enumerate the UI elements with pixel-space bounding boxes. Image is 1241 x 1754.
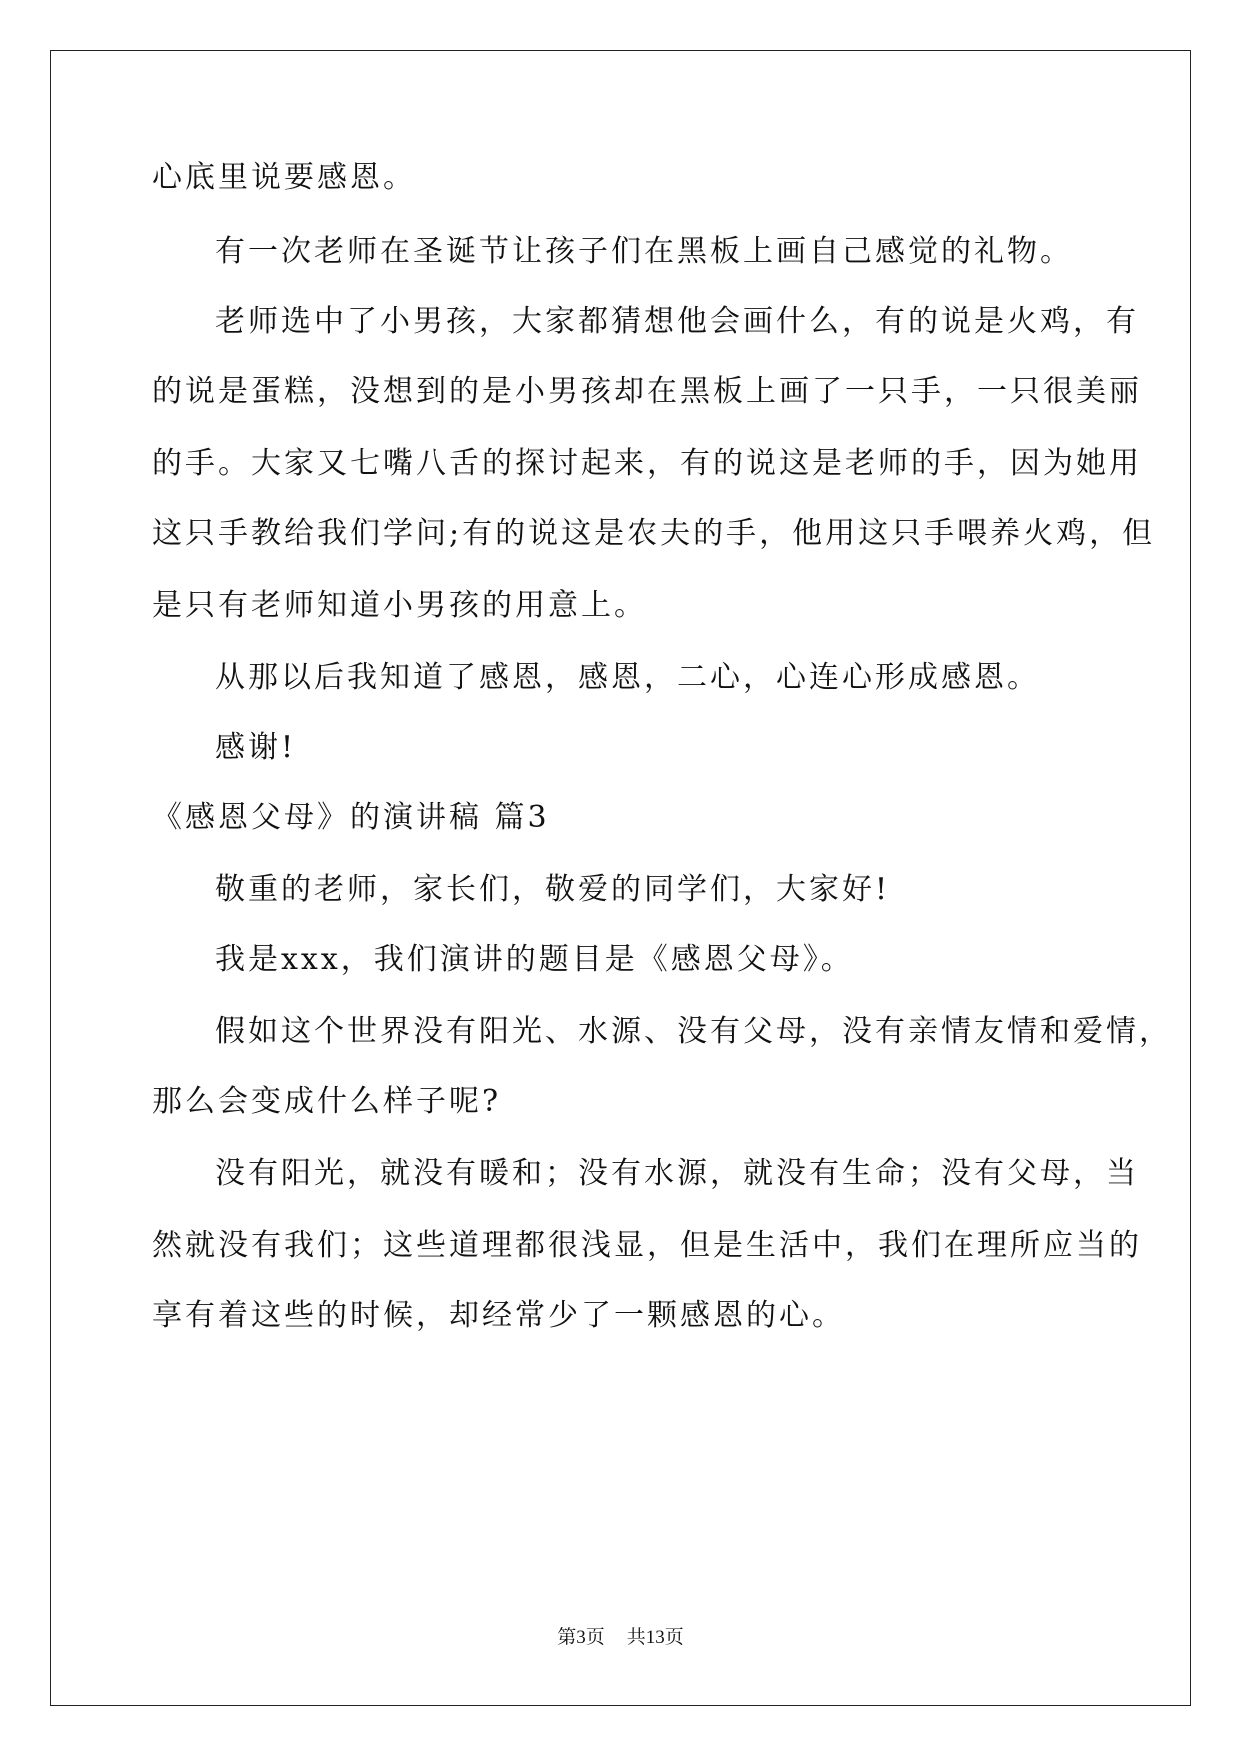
text-line-4: 的说是蛋糕，没想到的是小男孩却在黑板上画了一只手，一只很美丽 xyxy=(152,374,1142,409)
text-line-5: 的手。大家又七嘴八舌的探讨起来，有的说这是老师的手，因为她用 xyxy=(152,446,1142,481)
text-line-16: 然就没有我们；这些道理都很浅显，但是生活中，我们在理所应当的 xyxy=(152,1228,1142,1263)
text-line-11: 敬重的老师，家长们，敬爱的同学们，大家好! xyxy=(215,872,891,907)
text-line-14: 那么会变成什么样子呢? xyxy=(152,1084,502,1119)
page-total: 共13页 xyxy=(626,1627,684,1648)
text-line-7: 是只有老师知道小男孩的用意上。 xyxy=(152,588,647,623)
text-line-6: 这只手教给我们学问;有的说这是农夫的手，他用这只手喂养火鸡，但 xyxy=(152,516,1156,551)
text-line-17: 享有着这些的时候，却经常少了一颗感恩的心。 xyxy=(152,1298,845,1333)
section-heading: 《感恩父母》的演讲稿 篇3 xyxy=(152,800,550,835)
text-line-9: 感谢! xyxy=(215,730,297,765)
text-line-2: 有一次老师在圣诞节让孩子们在黑板上画自己感觉的礼物。 xyxy=(215,234,1073,269)
page-number: 第3页 xyxy=(557,1627,605,1648)
text-line-8: 从那以后我知道了感恩，感恩，二心，心连心形成感恩。 xyxy=(215,660,1040,695)
text-line-13: 假如这个世界没有阳光、水源、没有父母，没有亲情友情和爱情， xyxy=(215,1014,1172,1049)
text-line-12: 我是xxx，我们演讲的题目是《感恩父母》。 xyxy=(215,942,854,977)
page-footer xyxy=(0,1622,1241,1649)
text-line-15: 没有阳光，就没有暖和；没有水源，就没有生命；没有父母，当 xyxy=(215,1156,1139,1191)
text-line-3: 老师选中了小男孩，大家都猜想他会画什么，有的说是火鸡，有 xyxy=(215,304,1139,339)
text-line-1: 心底里说要感恩。 xyxy=(152,160,416,195)
